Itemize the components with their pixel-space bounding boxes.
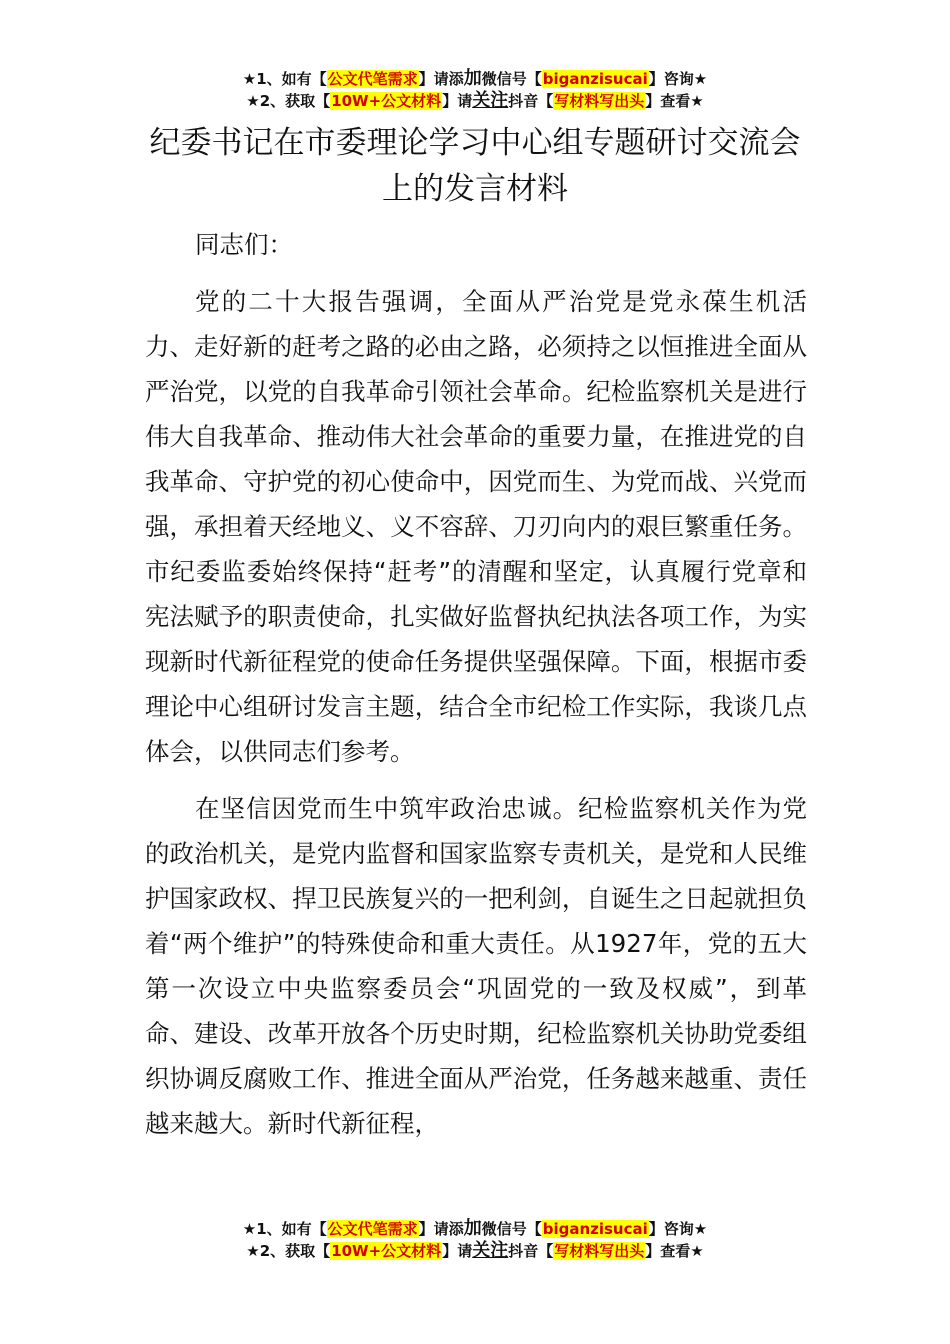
highlight-douyin: 写材料写出头 (554, 92, 645, 110)
paragraph-2: 在坚信因党而生中筑牢政治忠诚。纪检监察机关作为党的政治机关，是党内监督和国家监察专责机关，是党和人民维护国家政权、捍卫民族复兴的一把利剑，自诞生之日起就担负着“两个维护”的特殊使命和重大责任。从1927年，党的五大第一次设立中央监察委员会“巩固党的一致及权威”，到革命、建设、改革开放各个历史时期，纪检监察机关协助党委组织协调反腐败工作、推进全面从严治党，任务越来越重、责任越来越大。新时代新征程， (145, 794, 807, 1138)
highlight-materials: 10W+公文材料 (331, 1242, 442, 1260)
promo-line-2: ★2、获取【10W+公文材料】请关注抖音【写材料写出头】查看★ (246, 90, 704, 111)
highlight-service: 公文代笔需求 (327, 1220, 418, 1238)
paragraph-1: 党的二十大报告强调，全面从严治党是党永葆生机活力、走好新的赶考之路的必由之路，必须持之以恒推进全面从严治党，以党的自我革命引领社会革命。纪检监察机关是进行伟大自我革命、推动伟大社会革命的重要力量，在推进党的自我革命、守护党的初心使命中，因党而生、为党而战、兴党而强，承担着天经地义、义不容辞、刀刃向内的艰巨繁重任务。市纪委监委始终保持“赶考”的清醒和坚定，认真履行党章和宪法赋予的职责使命，扎实做好监督执纪执法各项工作，为实现新时代新征程党的使命任务提供坚强保障。下面，根据市委理论中心组研讨发言主题，结合全市纪检工作实际，我谈几点体会，以供同志们参考。 (145, 287, 807, 766)
highlight-materials: 10W+公文材料 (331, 92, 442, 110)
highlight-wechat-id: biganzisucai (542, 70, 648, 88)
highlight-douyin: 写材料写出头 (554, 1242, 645, 1260)
promo-line-1: ★1、如有【公文代笔需求】请添加微信号【biganzisucai】咨询★ (242, 1218, 708, 1239)
highlight-wechat-id: biganzisucai (542, 1220, 648, 1238)
greeting: 同志们： (195, 230, 293, 259)
highlight-service: 公文代笔需求 (327, 70, 418, 88)
document-title: 纪委书记在市委理论学习中心组专题研讨交流会上的发言材料 (149, 125, 801, 207)
promo-line-1: ★1、如有【公文代笔需求】请添加微信号【biganzisucai】咨询★ (242, 68, 708, 89)
promo-banner-top (0, 68, 950, 112)
promo-banner-bottom (0, 1218, 950, 1262)
promo-line-2: ★2、获取【10W+公文材料】请关注抖音【写材料写出头】查看★ (246, 1240, 704, 1261)
document-body (145, 222, 807, 1158)
